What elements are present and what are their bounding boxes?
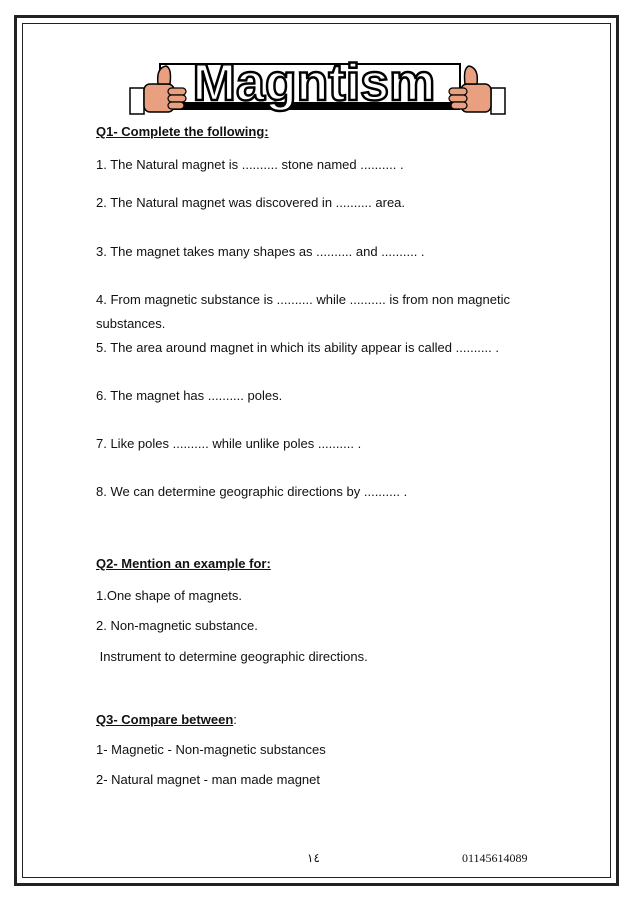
page-title: Magntism bbox=[192, 54, 436, 112]
q1-item-8: 8. We can determine geographic directions by .......... . bbox=[96, 484, 408, 499]
q3-heading-row bbox=[96, 712, 237, 728]
thumbs-up-hand-left-icon bbox=[128, 62, 190, 123]
q2-item-1: 1.One shape of magnets. bbox=[96, 588, 242, 603]
page-number: ١٤ bbox=[307, 851, 320, 865]
q1-item-4: 4. From magnetic substance is .......... while .......... is from non magnetic bbox=[96, 292, 510, 307]
footer-phone-number: 01145614089 bbox=[462, 851, 528, 865]
q1-item-5: 5. The area around magnet in which its ability appear is called .......... . bbox=[96, 340, 499, 355]
q3-heading: Q3- Compare between bbox=[96, 712, 234, 727]
q1-item-3: 3. The magnet takes many shapes as .......... and .......... . bbox=[96, 244, 425, 259]
q3-item-2: 2- Natural magnet - man made magnet bbox=[96, 772, 320, 787]
q1-item-1: 1. The Natural magnet is .......... stone named .......... . bbox=[96, 157, 404, 172]
q1-item-6: 6. The magnet has .......... poles. bbox=[96, 388, 283, 403]
q2-item-3: Instrument to determine geographic directions. bbox=[96, 649, 368, 664]
q3-heading-colon: : bbox=[233, 712, 237, 727]
q1-item-4-continued: substances. bbox=[96, 316, 166, 331]
thumbs-up-hand-right-icon bbox=[445, 62, 507, 123]
q2-item-2: 2. Non-magnetic substance. bbox=[96, 618, 258, 633]
q3-item-1: 1- Magnetic - Non-magnetic substances bbox=[96, 742, 326, 757]
q1-item-7: 7. Like poles .......... while unlike poles .......... . bbox=[96, 436, 362, 451]
q1-item-2: 2. The Natural magnet was discovered in .......... area. bbox=[96, 195, 406, 210]
q1-heading: Q1- Complete the following: bbox=[96, 124, 269, 139]
q2-heading: Q2- Mention an example for: bbox=[96, 556, 271, 571]
